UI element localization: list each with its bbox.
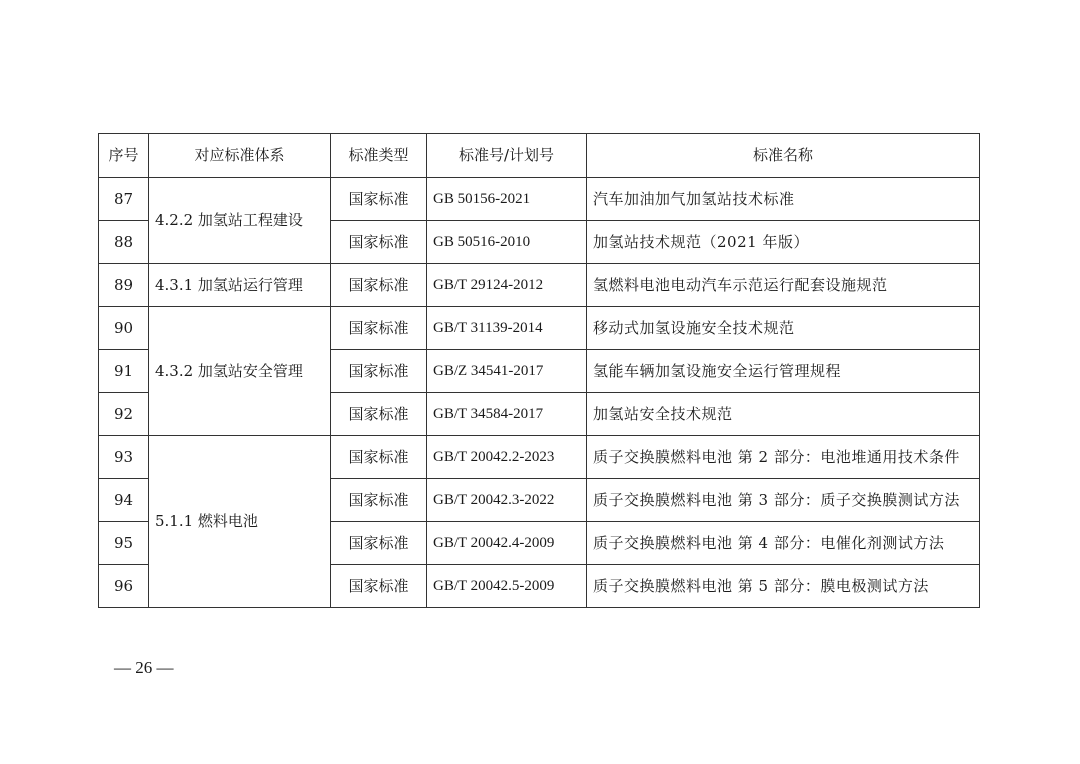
cell-type: 国家标准: [331, 479, 427, 522]
cell-system: 4.2.2 加氢站工程建设: [149, 178, 331, 264]
cell-name: 质子交换膜燃料电池 第 5 部分：膜电极测试方法: [587, 565, 980, 608]
header-name: 标准名称: [587, 134, 980, 178]
cell-system: 4.3.2 加氢站安全管理: [149, 307, 331, 436]
cell-type: 国家标准: [331, 393, 427, 436]
cell-seq: 93: [99, 436, 149, 479]
cell-type: 国家标准: [331, 307, 427, 350]
cell-seq: 90: [99, 307, 149, 350]
cell-name: 质子交换膜燃料电池 第 4 部分：电催化剂测试方法: [587, 522, 980, 565]
cell-number: GB/T 20042.2-2023: [427, 436, 587, 479]
cell-name: 汽车加油加气加氢站技术标准: [587, 178, 980, 221]
cell-system: 4.3.1 加氢站运行管理: [149, 264, 331, 307]
cell-seq: 91: [99, 350, 149, 393]
cell-seq: 96: [99, 565, 149, 608]
cell-seq: 89: [99, 264, 149, 307]
table-body: [99, 178, 980, 608]
cell-type: 国家标准: [331, 565, 427, 608]
cell-name: 质子交换膜燃料电池 第 3 部分：质子交换膜测试方法: [587, 479, 980, 522]
cell-type: 国家标准: [331, 221, 427, 264]
cell-name: 加氢站技术规范（2021 年版）: [587, 221, 980, 264]
cell-seq: 95: [99, 522, 149, 565]
cell-number: GB/T 20042.4-2009: [427, 522, 587, 565]
header-type: 标准类型: [331, 134, 427, 178]
cell-number: GB/T 20042.3-2022: [427, 479, 587, 522]
cell-name: 氢能车辆加氢设施安全运行管理规程: [587, 350, 980, 393]
cell-number: GB/T 20042.5-2009: [427, 565, 587, 608]
cell-number: GB/T 31139-2014: [427, 307, 587, 350]
cell-seq: 88: [99, 221, 149, 264]
cell-type: 国家标准: [331, 522, 427, 565]
cell-seq: 92: [99, 393, 149, 436]
cell-type: 国家标准: [331, 350, 427, 393]
cell-seq: 94: [99, 479, 149, 522]
table-row: [99, 264, 980, 307]
cell-number: GB/T 29124-2012: [427, 264, 587, 307]
cell-name: 加氢站安全技术规范: [587, 393, 980, 436]
cell-number: GB/T 34584-2017: [427, 393, 587, 436]
header-number: 标准号/计划号: [427, 134, 587, 178]
header-seq: 序号: [99, 134, 149, 178]
cell-type: 国家标准: [331, 178, 427, 221]
cell-name: 氢燃料电池电动汽车示范运行配套设施规范: [587, 264, 980, 307]
cell-type: 国家标准: [331, 436, 427, 479]
table-row: [99, 307, 980, 350]
cell-name: 移动式加氢设施安全技术规范: [587, 307, 980, 350]
cell-system: 5.1.1 燃料电池: [149, 436, 331, 608]
cell-seq: 87: [99, 178, 149, 221]
page-number: — 26 —: [114, 658, 174, 677]
table-row: [99, 178, 980, 221]
cell-type: 国家标准: [331, 264, 427, 307]
cell-name: 质子交换膜燃料电池 第 2 部分：电池堆通用技术条件: [587, 436, 980, 479]
cell-number: GB 50156-2021: [427, 178, 587, 221]
standards-table: [98, 133, 980, 608]
table-row: [99, 436, 980, 479]
table-header-row: [99, 134, 980, 178]
header-system: 对应标准体系: [149, 134, 331, 178]
cell-number: GB 50516-2010: [427, 221, 587, 264]
cell-number: GB/Z 34541-2017: [427, 350, 587, 393]
